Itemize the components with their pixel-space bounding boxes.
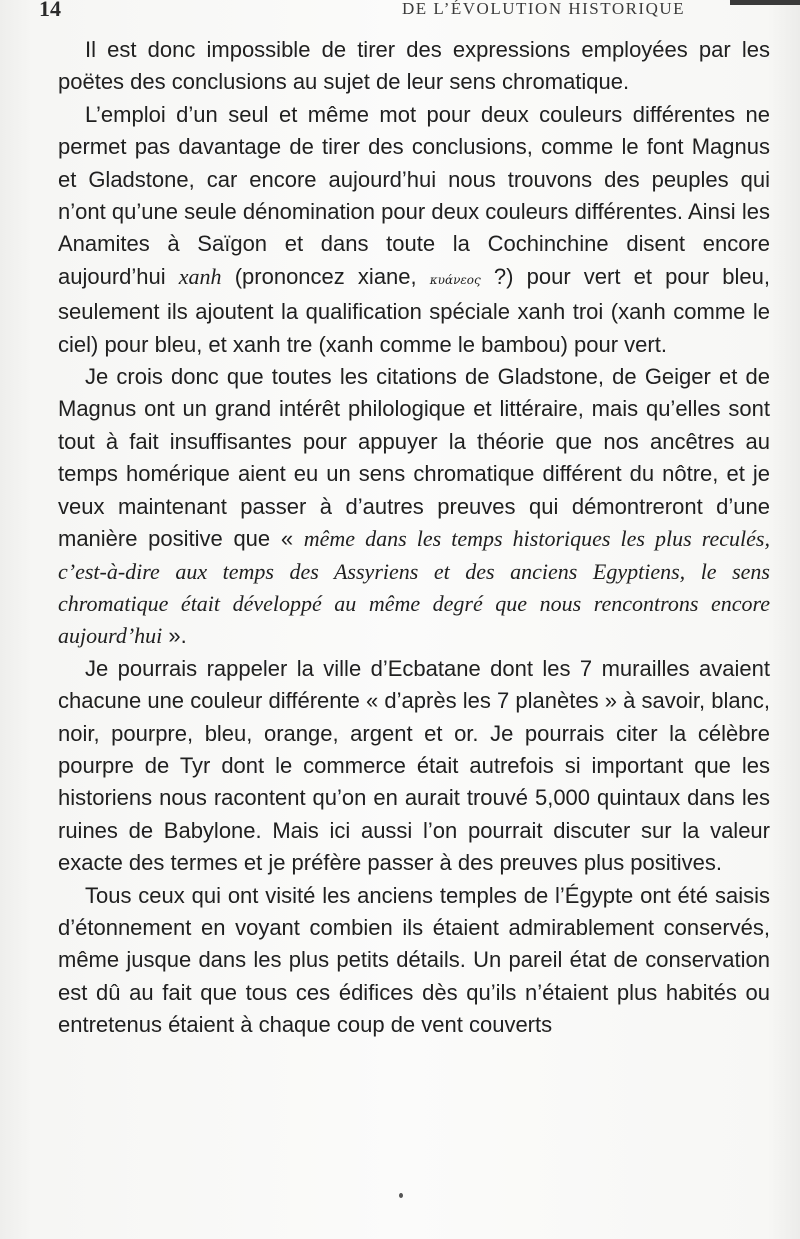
running-head	[0, 0, 800, 22]
ink-speck	[399, 1193, 403, 1198]
body-text	[58, 34, 770, 1042]
paragraph-2-part-b: (prononcez xiane,	[221, 263, 430, 289]
scan-edge-mark	[730, 0, 800, 5]
paragraph-3-part-a: Je crois donc que toutes les citations de Gladstone, de Geiger et de Magnus ont un grand intérêt philologique et littéraire, mais qu’elles sont tout à fait insuffisantes pour appuyer la théorie que nos ancêtres au temps homérique aient eu un sens chromatique différent du nôtre, et je veux maintenant passer à d’autres preuves qui démontreront d’une manière positive que «	[58, 364, 770, 552]
italic-word-xanh: xanh	[178, 263, 222, 289]
paragraph-2-part-a: L’emploi d’un seul et même mot pour deux couleurs différentes ne permet pas davantage de tirer des conclusions, comme le font Magnus et Gladstone, car encore aujourd’hui nous trouvons des peuples qui n’ont qu’une seule dénomination pour deux couleurs différentes. Ainsi les Anamites à Saïgon et dans toute la Cochinchine disent encore aujourd’hui	[58, 101, 770, 289]
running-title: DE L’ÉVOLUTION HISTORIQUE	[402, 0, 686, 18]
italic-quote: même dans les temps historiques les plus reculés, c’est-à-dire aux temps des Assyriens et des anciens Egyptiens, le sens chromatique était développé au même degré que nous rencontrons encore aujourd’hui	[58, 526, 770, 649]
page-number: 14	[39, 0, 61, 21]
greek-word: κυάνεος	[429, 272, 481, 287]
paragraph-2-part-c: ?) pour vert et pour bleu, seulement ils ajoutent la qualification spéciale xanh troi (xanh comme le ciel) pour bleu, et xanh tre (xanh comme le bambou) pour vert.	[58, 263, 771, 357]
paragraph-1: Il est donc impossible de tirer des expressions employées par les poëtes des conclusions au sujet de leur sens chromatique.	[58, 37, 770, 95]
paragraph-3	[58, 361, 770, 653]
paragraph-2	[58, 99, 770, 361]
paragraph-3-part-b: ».	[162, 623, 187, 649]
paragraph-4: Je pourrais rappeler la ville d’Ecbatane dont les 7 murailles avaient chacune une couleur différente « d’après les 7 planètes » à savoir, blanc, noir, pourpre, bleu, orange, argent et or. Je pourrais citer la célèbre pourpre de Tyr dont le commerce était autrefois si important que les historiens nous racontent qu’on en aurait trouvé 5,000 quintaux dans les ruines de Babylone. Mais ici aussi l’on pourrait discuter sur la valeur exacte des termes et je préfère passer à des preuves plus positives.	[58, 655, 770, 876]
paragraph-5: Tous ceux qui ont visité les anciens temples de l’Égypte ont été saisis d’étonnement en voyant combien ils étaient admirablement conservés, même jusque dans les plus petits détails. Un pareil état de conservation est dû au fait que tous ces édifices dès qu’ils n’étaient plus habités ou entretenus étaient à chaque coup de vent couverts	[58, 882, 770, 1038]
